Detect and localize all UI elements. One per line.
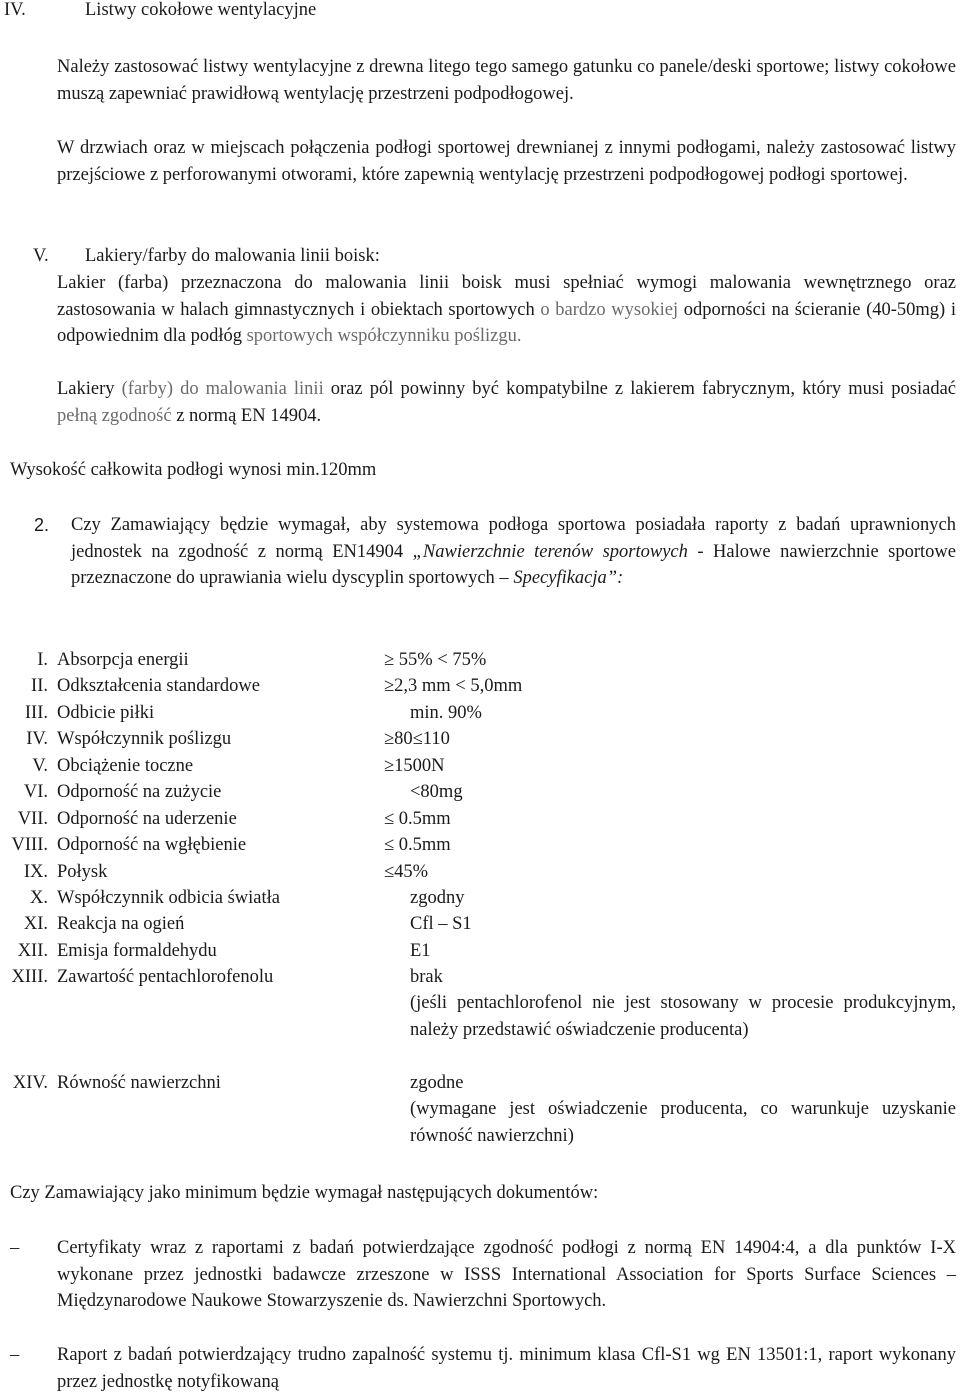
- spec-name: Współczynnik odbicia światła: [57, 888, 280, 908]
- documents-question: Czy Zamawiający jako minimum będzie wymagał następujących dokumentów:: [10, 1183, 599, 1203]
- spec-row: [0, 726, 960, 752]
- abrasion-text: odporności na ścieranie (40-50mg) i odpowiednim dla podłóg: [57, 299, 957, 346]
- section-v-paragraph-1: [57, 270, 956, 350]
- spec-name: Współczynnik poślizgu: [57, 729, 232, 749]
- spec-row: [0, 1070, 960, 1096]
- slip-coefficient-text: sportowych współczynniku poślizgu.: [246, 326, 522, 346]
- spec-list: [0, 647, 960, 1147]
- floor-height-line: Wysokość całkowita podłogi wynosi min.120mm: [10, 460, 377, 480]
- spec-number: XI.: [23, 914, 48, 934]
- spec-number: III.: [24, 703, 48, 723]
- question-2-text: [71, 512, 956, 592]
- spec-value: Cfl – S1: [410, 914, 472, 934]
- lacquers-text: Lakiery: [57, 379, 122, 399]
- spec-number: VI.: [23, 782, 48, 802]
- spec-note-evenness: (wymagane jest oświadczenie producenta, co warunkuje uzyskanie równość nawierzchni): [410, 1099, 956, 1146]
- spec-number: XII.: [17, 941, 48, 961]
- spec-number: II.: [31, 676, 48, 696]
- section-iv-paragraph-1: Należy zastosować listwy wentylacyjne z drewna litego tego samego gatunku co panele/deski sportowe; listwy cokołowe muszą zapewniać prawidłową wentylację przestrzeni podpodłogowej.: [57, 57, 956, 104]
- section-v-number: V.: [33, 246, 49, 266]
- spec-number: IV.: [26, 729, 48, 749]
- spec-number: VII.: [17, 809, 48, 829]
- spec-name: Odbicie piłki: [57, 703, 155, 723]
- spec-value: ≥2,3 mm < 5,0mm: [384, 676, 523, 696]
- spec-value: ≥80≤110: [384, 729, 450, 749]
- paint-requirements-text: Lakier (farba) przeznaczona do malowania linii boisk musi spełniać wymogi malowania wewnętrznego oraz zastosowania w halach gimnastycznych i obiektach sportowych: [57, 273, 956, 320]
- spec-number: XIV.: [12, 1073, 48, 1093]
- spec-value: zgodny: [410, 888, 465, 908]
- spec-value: ≥ 55% < 75%: [384, 650, 487, 670]
- full-compliance-text: pełną zgodność: [57, 405, 172, 426]
- question-2-text-cont: - Halowe nawierzchnie sportowe przeznaczone do uprawiania wielu dyscyplin sportowych –: [71, 541, 956, 588]
- spec-row: [0, 859, 960, 885]
- high-resistance-text: o bardzo wysokiej: [540, 299, 679, 320]
- spec-row: [0, 647, 960, 673]
- bullet-text: Raport z badań potwierdzający trudno zapalność systemu tj. minimum klasa Cfl-S1 wg EN 13501:1, raport wykonany przez jednostkę notyfikowaną: [57, 1345, 956, 1392]
- spec-value: zgodne: [410, 1073, 464, 1093]
- spec-name: Odkształcenia standardowe: [57, 676, 260, 696]
- section-iv-paragraph-2: W drzwiach oraz w miejscach połączenia podłogi sportowej drewnianej z innymi podłogami, należy zastosować listwy przejściowe z perforowanymi otworami, które zapewnią wentylację przestrzeni podpodłogowej podłogi sportowej.: [57, 138, 956, 185]
- spec-row: [0, 806, 960, 832]
- spec-row: [0, 938, 960, 964]
- spec-number: I.: [37, 650, 48, 670]
- spec-name: Połysk: [57, 862, 108, 882]
- question-2-specification: Specyfikacja”:: [513, 568, 624, 588]
- paints-lines-text: (farby) do malowania linii: [121, 379, 324, 399]
- spec-row: [0, 964, 960, 990]
- spec-row: [0, 911, 960, 937]
- spec-number: X.: [30, 888, 48, 908]
- spec-name: Reakcja na ogień: [57, 914, 185, 934]
- section-v-paragraph-2: [57, 376, 956, 429]
- spec-name: Emisja formaldehydu: [57, 941, 217, 961]
- spec-value: E1: [410, 941, 431, 961]
- spec-name: Odporność na wgłębienie: [57, 835, 247, 855]
- documents-list: [0, 1235, 960, 1392]
- question-2-text-main: Czy Zamawiający będzie wymagał, aby systemowa podłoga sportowa posiadała raporty z badań uprawnionych jednostek na zgodność z normą EN14904: [71, 515, 956, 562]
- spec-value: ≤ 0.5mm: [384, 809, 451, 829]
- spec-value: ≤45%: [384, 862, 429, 882]
- spec-value: ≤ 0.5mm: [384, 835, 451, 855]
- spec-row: [0, 700, 960, 726]
- compatibility-text: oraz pól powinny być kompatybilne z lakierem fabrycznym, który musi posiadać: [323, 379, 956, 399]
- spec-number: IX.: [23, 862, 48, 882]
- spec-number: VIII.: [11, 835, 48, 855]
- bullet-dash-icon: –: [10, 1238, 20, 1258]
- spec-row: [0, 832, 960, 858]
- spec-name: Obciążenie toczne: [57, 756, 194, 776]
- spec-name: Zawartość pentachlorofenolu: [57, 967, 274, 987]
- spec-value: <80mg: [410, 782, 463, 802]
- section-v-title: Lakiery/farby do malowania linii boisk:: [85, 246, 380, 266]
- spec-note-pentachlorophenol: (jeśli pentachlorofenol nie jest stosowany w procesie produkcyjnym, należy przedstawić oświadczenie producenta): [410, 993, 956, 1040]
- spec-number: V.: [32, 756, 48, 776]
- question-2-norm-title: „Nawierzchnie terenów sportowych: [412, 541, 688, 562]
- section-iv-title: Listwy cokołowe wentylacyjne: [85, 0, 317, 20]
- question-2-number: 2.: [34, 515, 50, 535]
- spec-value: brak: [410, 967, 443, 987]
- spec-name: Odporność na uderzenie: [57, 809, 237, 829]
- spec-name: Absorpcja energii: [57, 650, 189, 670]
- spec-name: Równość nawierzchni: [57, 1073, 221, 1093]
- spec-value: ≥1500N: [384, 756, 445, 776]
- spec-row: [0, 753, 960, 779]
- spec-value: min. 90%: [410, 703, 482, 723]
- bullet-dash-icon: –: [10, 1345, 20, 1365]
- spec-row: [0, 779, 960, 805]
- bullet-text: Certyfikaty wraz z raportami z badań potwierdzające zgodność podłogi z normą EN 14904:4, a dla punktów I-X wykonane przez jednostki badawcze zrzeszone w ISSS International Association for Sports Surface Sciences – Międzynarodowe Naukowe Stowarzyszenie ds. Nawierzchni Sportowych.: [57, 1238, 956, 1311]
- spec-row: [0, 885, 960, 911]
- spec-row: [0, 673, 960, 699]
- section-iv-number: IV.: [4, 0, 26, 20]
- spec-name: Odporność na zużycie: [57, 782, 222, 802]
- spec-number: XIII.: [11, 967, 48, 987]
- norm-text: z normą EN 14904.: [171, 405, 322, 426]
